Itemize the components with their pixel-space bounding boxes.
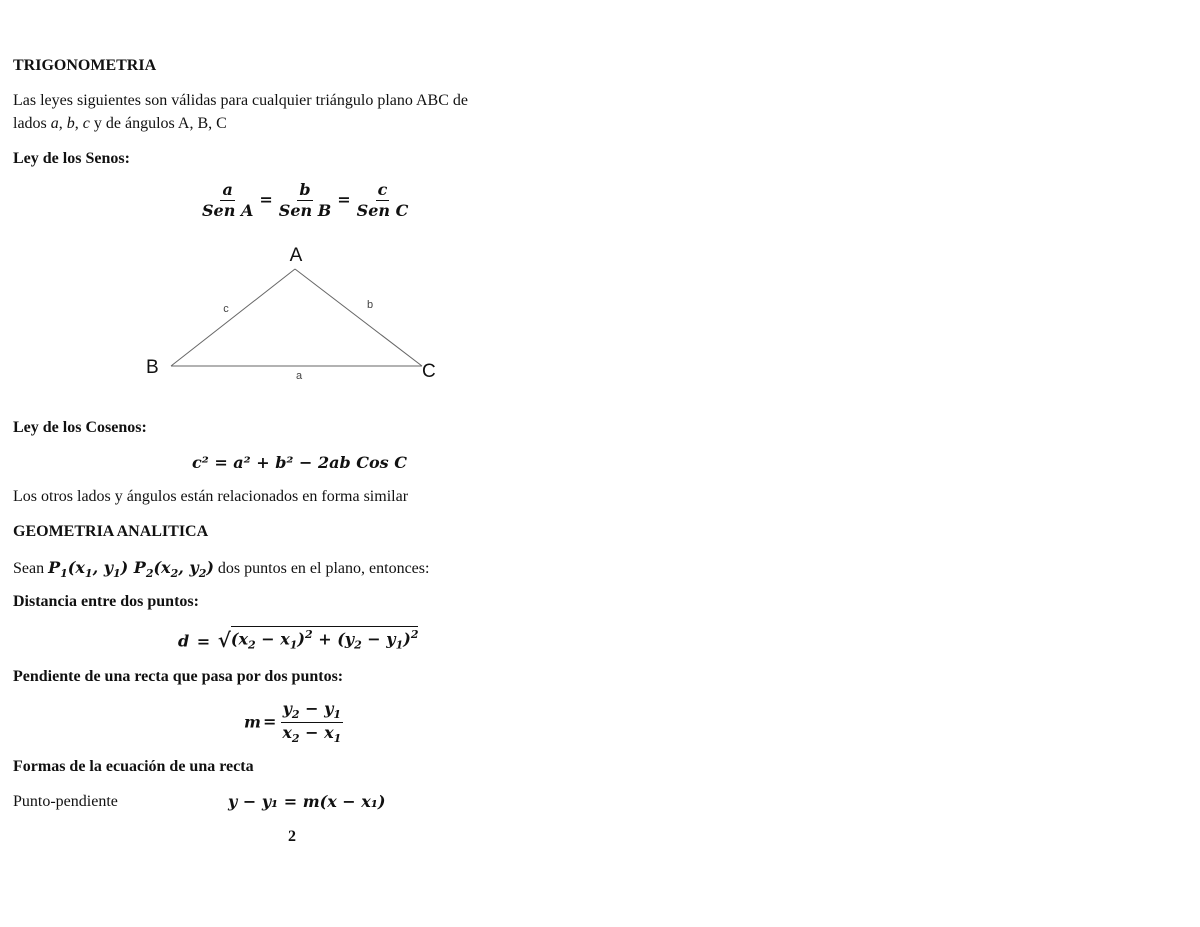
sines-heading: Ley de los Senos:: [13, 150, 130, 167]
similar-note: Los otros lados y ángulos están relacionados en forma similar: [13, 488, 409, 505]
vertex-a-label: A: [289, 245, 303, 266]
points-intro: Sean $P_1(x_1$, $y_1$) $P_2(x_2$, $y_2$) dos puntos en el plano, entonces:: [13, 558, 430, 581]
distance-formula: d = √ $(x_2 - x_1)^2 + (y_2 - y_1)^2$: [178, 627, 419, 652]
point-slope-label: Punto-pendiente: [13, 793, 118, 810]
trig-intro-line1: Las leyes siguientes son válidas para cualquier triángulo plano ABC de: [13, 92, 468, 109]
side-c-label: c: [223, 303, 229, 315]
point-slope-formula: y − y₁ = m(x − x₁): [228, 792, 386, 811]
cosines-heading: Ley de los Cosenos:: [13, 419, 147, 436]
side-b-line: [295, 269, 422, 366]
trig-title: TRIGONOMETRIA: [13, 57, 157, 74]
vertex-b-label: B: [146, 357, 159, 378]
side-a-label: a: [295, 370, 303, 382]
distance-heading: Distancia entre dos puntos:: [13, 593, 199, 610]
line-forms-heading: Formas de la ecuación de una recta: [13, 758, 254, 775]
slope-fraction: $\frac{y_2 - y_1}{x_2 - x_1}$: [282, 699, 342, 746]
side-b-label: b: [366, 299, 374, 311]
page-number: 2: [288, 828, 296, 845]
points-definition: $P_1(x_1$, $y_1$) $P_2(x_2$, $y_2$): [48, 558, 214, 581]
slope-formula: m = $\frac{y_2 - y_1}{x_2 - x_1}$: [244, 699, 342, 746]
law-of-cosines-formula: c² = a² + b² − 2ab Cos C: [192, 453, 407, 472]
side-c-line: [171, 269, 295, 366]
sines-fraction-b: $\frac{b}{\text{Sen B}}$: [278, 180, 332, 220]
trig-intro-line2: lados a, b, c y de ángulos A, B, C: [13, 115, 227, 132]
law-of-sines-formula: $\frac{a}{\text{Sen A}}$ = $\frac{b}{\text{Sen B}}$ = $\frac{c}{\text{Sen C}}$: [202, 180, 409, 220]
sines-fraction-c: $\frac{c}{\text{Sen C}}$: [356, 180, 409, 220]
geo-title: GEOMETRIA ANALITICA: [13, 523, 209, 540]
sines-fraction-a: $\frac{a}{\text{Sen A}}$: [202, 180, 254, 220]
triangle-diagram: [140, 240, 460, 385]
vertex-c-label: C: [422, 361, 436, 382]
slope-heading: Pendiente de una recta que pasa por dos puntos:: [13, 668, 344, 685]
